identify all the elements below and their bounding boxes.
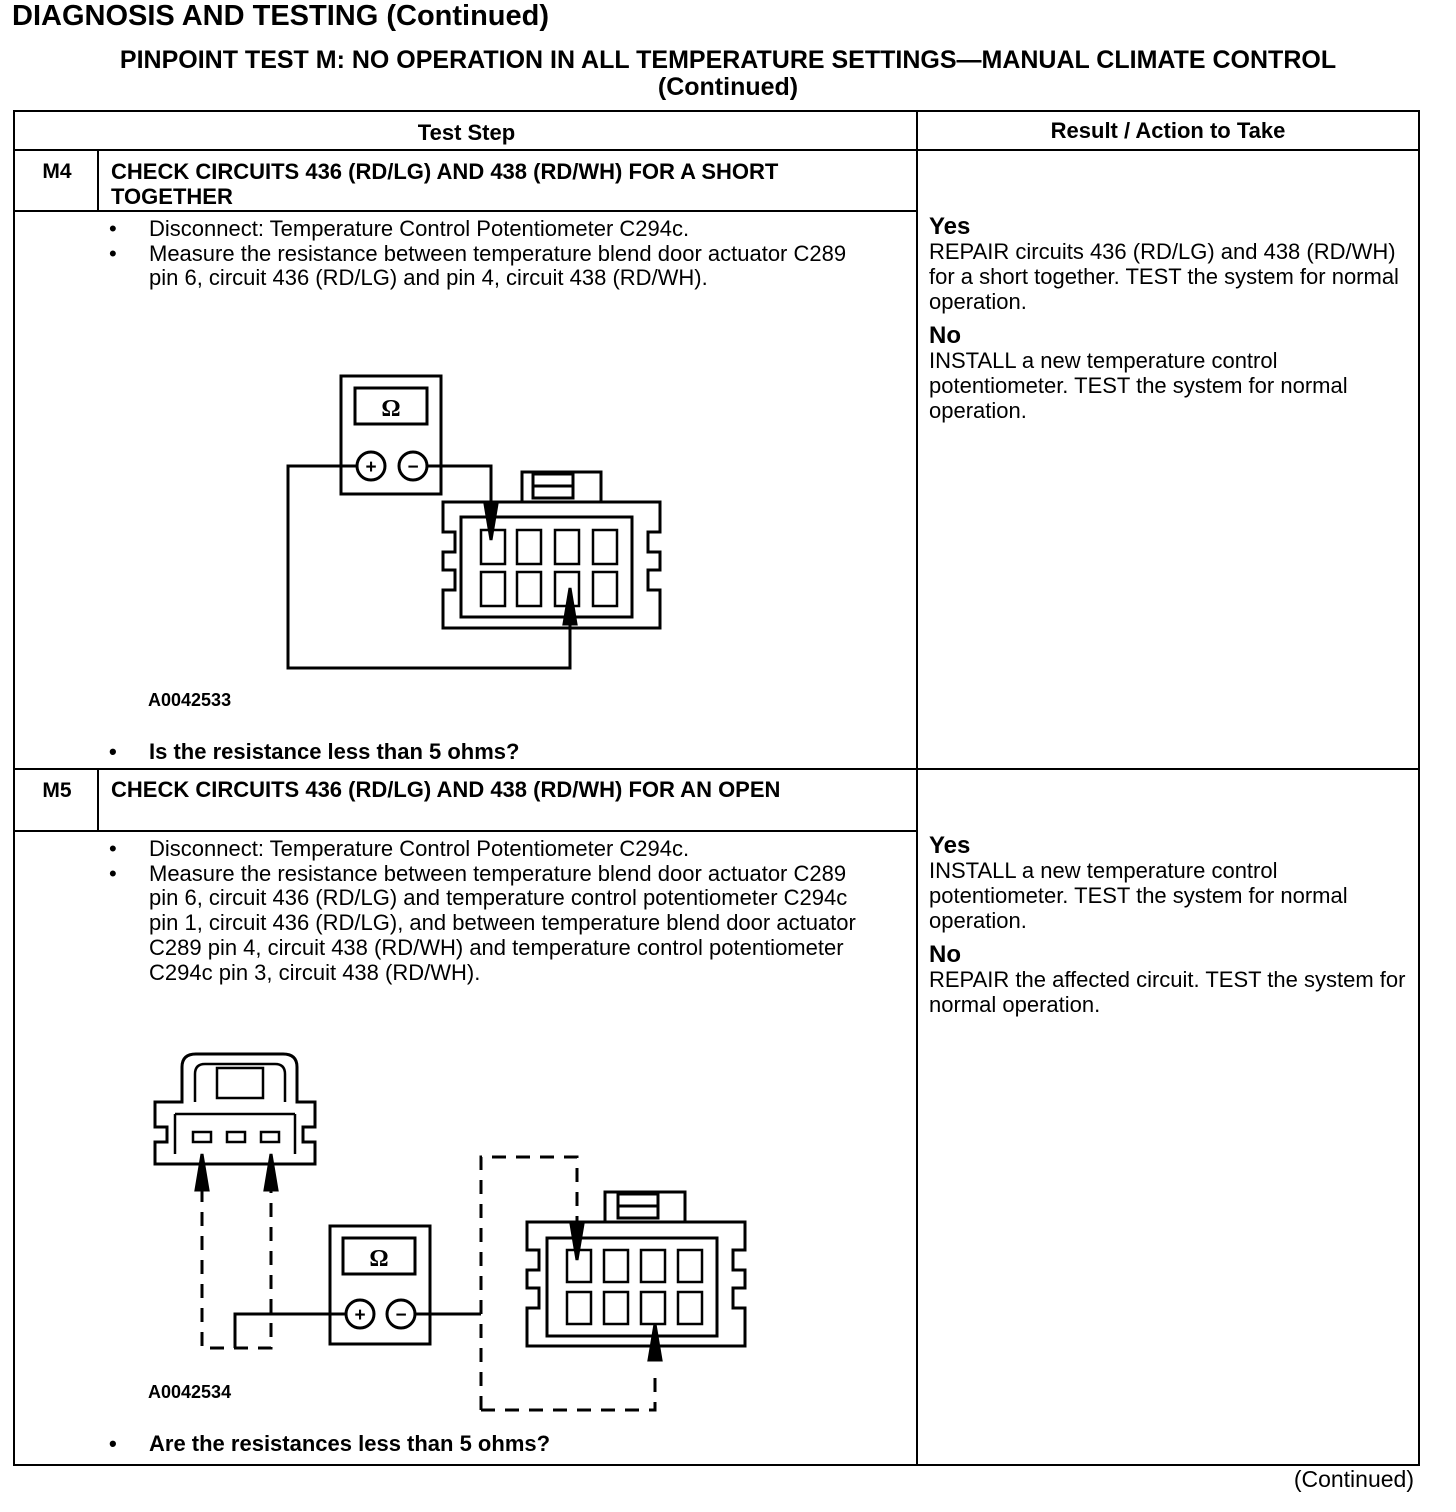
instruction-item: • Measure the resistance between temperature blend door actuator C289 pin 6, circuit 436 (RD/LG) and temperature control potentiometer C294c pin 1, circuit 436 (RD/LG), and between temperature blend door actuator C289 pin 4, circuit 438 (RD/WH) and temperature control potentiometer C294c pin 3, circuit 438 (RD/WH). [109,862,869,986]
no-action: INSTALL a new temperature control potentiometer. TEST the system for normal operation. [929,348,1348,423]
header-test-step: Test Step [417,120,516,145]
m5-id-divider [97,769,99,830]
plus-terminal-text: + [354,1305,366,1326]
pinpoint-test-table [13,110,1420,1466]
pin-cavities [193,1132,279,1142]
test-lead-minus [427,466,491,532]
figure-id-m5: A0042534 [148,1382,232,1402]
no-label: No [929,941,961,968]
connector-c289 [443,472,660,628]
minus-terminal-text: − [407,457,419,478]
page-title: DIAGNOSIS AND TESTING (Continued) [12,0,550,32]
result-m5 [929,834,1409,1027]
no-action: REPAIR the affected circuit. TEST the system for normal operation. [929,967,1406,1017]
probe-tip [196,1154,208,1190]
instruction-item: • Disconnect: Temperature Control Potentiometer C294c. [109,837,869,862]
step-id-m5: M5 [42,779,72,802]
instruction-item: • Measure the resistance between temperature blend door actuator C289 pin 6, circuit 436 (RD/LG) and pin 4, circuit 438 (RD/WH). [109,242,869,291]
yes-action: REPAIR circuits 436 (RD/LG) and 438 (RD/WH) for a short together. TEST the system for normal operation. [929,239,1399,314]
instruction-item: • Disconnect: Temperature Control Potentiometer C294c. [109,217,869,242]
question-item: • Is the resistance less than 5 ohms? [109,740,869,765]
step-instructions-m4 [109,217,869,291]
probe-tip [485,504,497,540]
step-title-m5: CHECK CIRCUITS 436 (RD/LG) AND 438 (RD/WH) FOR AN OPEN [111,777,781,802]
header-result-action: Result / Action to Take [1050,118,1286,143]
ohm-symbol-text: Ω [369,1246,389,1272]
result-m4 [929,215,1409,433]
continued-footer: (Continued) [1293,1466,1414,1492]
pinpoint-test-title [0,47,1456,101]
m5-title-divider [15,830,916,832]
connector-c294c [155,1054,315,1164]
m4-title-divider [15,210,916,212]
probe-tip [571,1224,583,1260]
pin-cavities [567,1250,702,1324]
step-question-m4 [109,740,869,765]
step-question-m5 [109,1432,869,1457]
yes-action: INSTALL a new temperature control potentiometer. TEST the system for normal operation. [929,858,1348,933]
question-item: • Are the resistances less than 5 ohms? [109,1432,869,1457]
plus-terminal-text: + [365,457,377,478]
column-divider [916,112,918,1464]
pinpoint-test-title-line2: (Continued) [657,73,799,101]
connector-c289 [527,1192,745,1346]
minus-terminal-text: − [395,1305,407,1326]
header-divider [15,149,1418,151]
step-instructions-m5 [109,837,869,985]
yes-label: Yes [929,832,971,859]
probe-tip [649,1324,661,1360]
test-lead-plus [288,466,570,668]
connector-inner [547,1238,717,1336]
ohm-symbol-text: Ω [381,396,401,422]
pinpoint-test-title-line1: PINPOINT TEST M: NO OPERATION IN ALL TEMPERATURE SETTINGS—MANUAL CLIMATE CONTROL [119,46,1337,74]
step-divider [15,768,1418,770]
no-label: No [929,322,961,349]
m4-id-divider [97,150,99,210]
pin-cavities [481,530,617,606]
step-id-m4: M4 [42,160,72,183]
probe-tip [265,1154,277,1190]
step-title-m4: CHECK CIRCUITS 436 (RD/LG) AND 438 (RD/WH) FOR A SHORT TOGETHER [111,159,779,209]
connector-inner [461,517,632,617]
yes-label: Yes [929,213,971,240]
figure-id-m4: A0042533 [148,690,232,710]
